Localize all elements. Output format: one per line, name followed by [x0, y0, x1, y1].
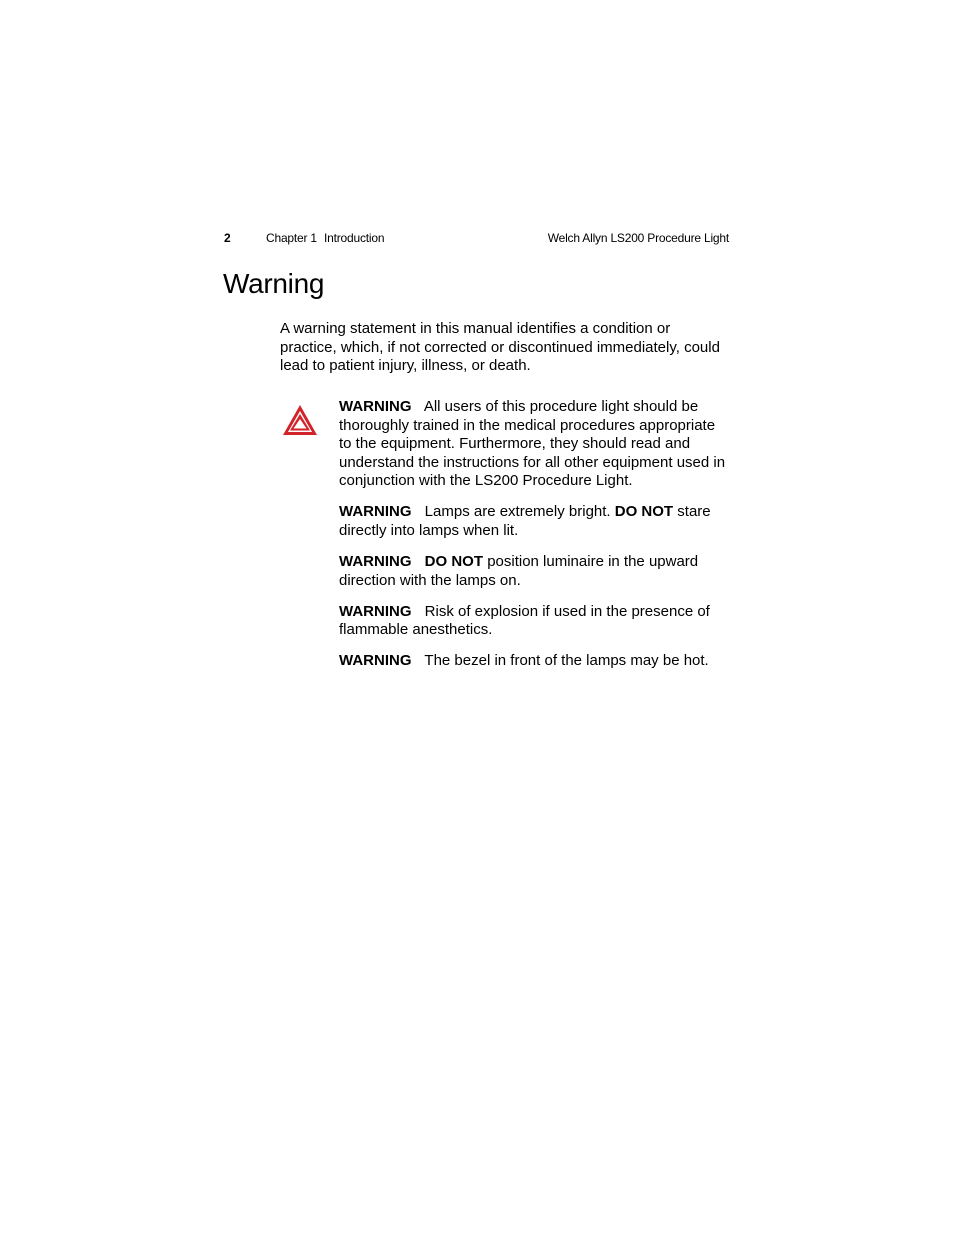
warning-text: Lamps are extremely bright. — [424, 503, 611, 521]
warning-label: WARNING — [339, 652, 412, 670]
warning-label: WARNING — [339, 602, 412, 620]
section-label: Introduction — [324, 231, 385, 245]
warning-text: Risk of explosion if used in the presence of flammable anesthetics. — [339, 602, 710, 639]
warning-text: stare directly into lamps when lit. — [339, 503, 711, 539]
warning-list — [339, 398, 731, 683]
document-title: Welch Allyn LS200 Procedure Light — [547, 231, 729, 245]
warning-label: WARNING — [339, 398, 412, 415]
warning-triangle-icon — [282, 404, 318, 436]
warning-text: position luminaire in the upward direction with the lamps on. — [339, 552, 699, 589]
warning-emphasis: DO NOT — [424, 552, 484, 570]
running-header — [224, 229, 729, 247]
intro-paragraph: A warning statement in this manual identifies a condition or practice, which, if not corrected or discontinued immediately, could lead to patient injury, illness, or death. — [280, 320, 720, 375]
page-number: 2 — [224, 231, 231, 245]
chapter-label: Chapter 1 — [266, 231, 317, 245]
warning-emphasis: DO NOT — [614, 503, 674, 521]
warning-text: All users of this procedure light should be thoroughly trained in the medical procedures appropriate to the equipment. Furthermore, they should read and understand the instructions for all other equipment used in conjunction with the LS200 Procedure Light. — [339, 398, 726, 490]
warning-item — [339, 398, 731, 491]
warning-item — [339, 652, 731, 671]
warning-item — [339, 503, 731, 540]
warning-label: WARNING — [339, 503, 412, 521]
warning-item — [339, 603, 731, 640]
warning-item — [339, 553, 731, 590]
section-heading: Warning — [223, 268, 325, 299]
warning-label: WARNING — [339, 552, 412, 570]
warning-text: The bezel in front of the lamps may be hot. — [424, 652, 709, 670]
